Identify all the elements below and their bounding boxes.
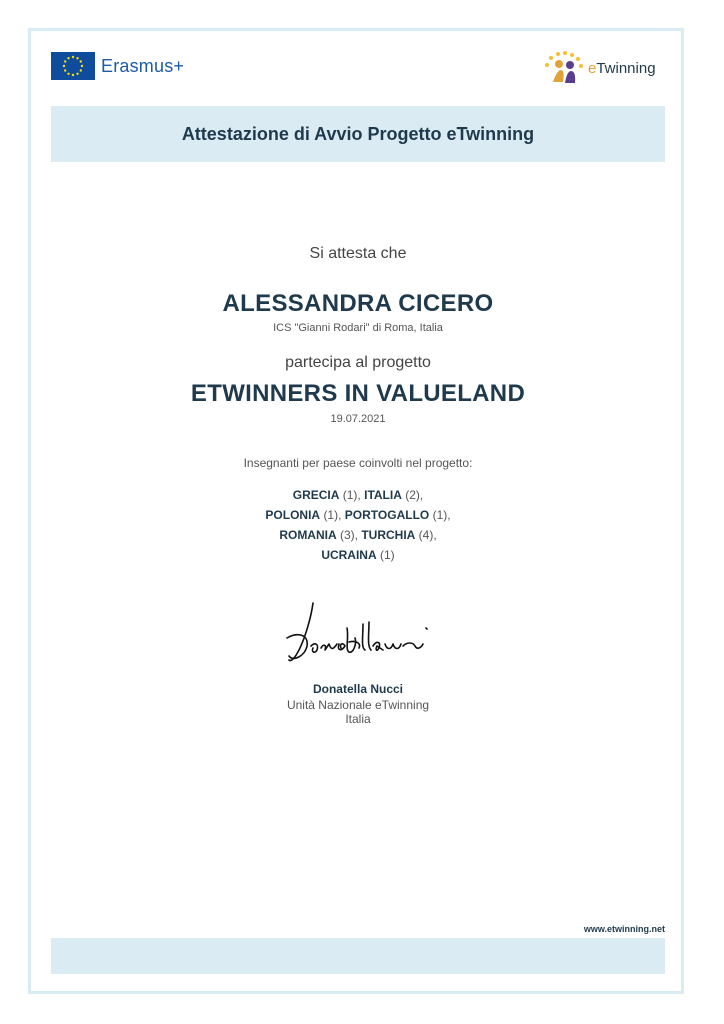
website-link[interactable]: www.etwinning.net (583, 924, 665, 934)
eu-star (81, 65, 83, 67)
handwritten-signature (283, 598, 433, 668)
eu-star (72, 74, 74, 76)
country-name: PORTOGALLO (344, 508, 430, 522)
intro-text: Si attesta che (309, 245, 407, 262)
country-count: (4), (418, 528, 437, 542)
signer-name: Donatella Nucci (312, 682, 404, 696)
country-count: (3), (339, 528, 358, 542)
eu-star (80, 60, 82, 62)
recipient-name: ALESSANDRA CICERO (222, 290, 494, 317)
eu-star (67, 73, 69, 75)
etwinning-logo-text: eTwinning (588, 59, 656, 77)
country-count: (1), (432, 508, 451, 522)
country-count: (1), (342, 488, 361, 502)
countries-line (51, 545, 665, 565)
recipient-school: ICS "Gianni Rodari" di Roma, Italia (273, 322, 443, 334)
eu-star (80, 69, 82, 71)
eu-star (64, 60, 66, 62)
countries-line (51, 485, 665, 505)
signer-country: Italia (345, 712, 371, 726)
country-name: GRECIA (292, 488, 340, 502)
erasmus-logo-text: Erasmus+ (101, 55, 185, 76)
country-name: POLONIA (265, 508, 321, 522)
country-name: ITALIA (364, 488, 402, 502)
eu-star (76, 57, 78, 59)
header-band (51, 106, 665, 162)
country-name: TURCHIA (361, 528, 416, 542)
country-name: UCRAINA (321, 548, 377, 562)
footer-band (51, 938, 665, 974)
eu-star (63, 65, 65, 67)
country-count: (2), (405, 488, 424, 502)
eu-star (64, 69, 66, 71)
erasmus-logo (51, 52, 184, 80)
participates-text: partecipa al progetto (285, 354, 431, 371)
etwinning-logo (543, 50, 656, 86)
project-date: 19.07.2021 (330, 413, 386, 425)
eu-star (76, 73, 78, 75)
certificate-title: Attestazione di Avvio Progetto eTwinning (181, 123, 535, 144)
countries-line (51, 505, 665, 525)
teachers-label: Insegnanti per paese coinvolti nel progetto: (243, 456, 473, 470)
project-name: ETWINNERS IN VALUELAND (190, 380, 526, 407)
eu-star (72, 56, 74, 58)
country-count: (1) (380, 548, 395, 562)
countries-line (51, 525, 665, 545)
eu-star (67, 57, 69, 59)
eu-flag-icon (51, 52, 95, 80)
countries-list (51, 485, 665, 565)
signer-role: Unità Nazionale eTwinning (286, 698, 430, 712)
country-name: ROMANIA (279, 528, 337, 542)
etwinning-figures-icon (543, 50, 585, 86)
country-count: (1), (323, 508, 342, 522)
